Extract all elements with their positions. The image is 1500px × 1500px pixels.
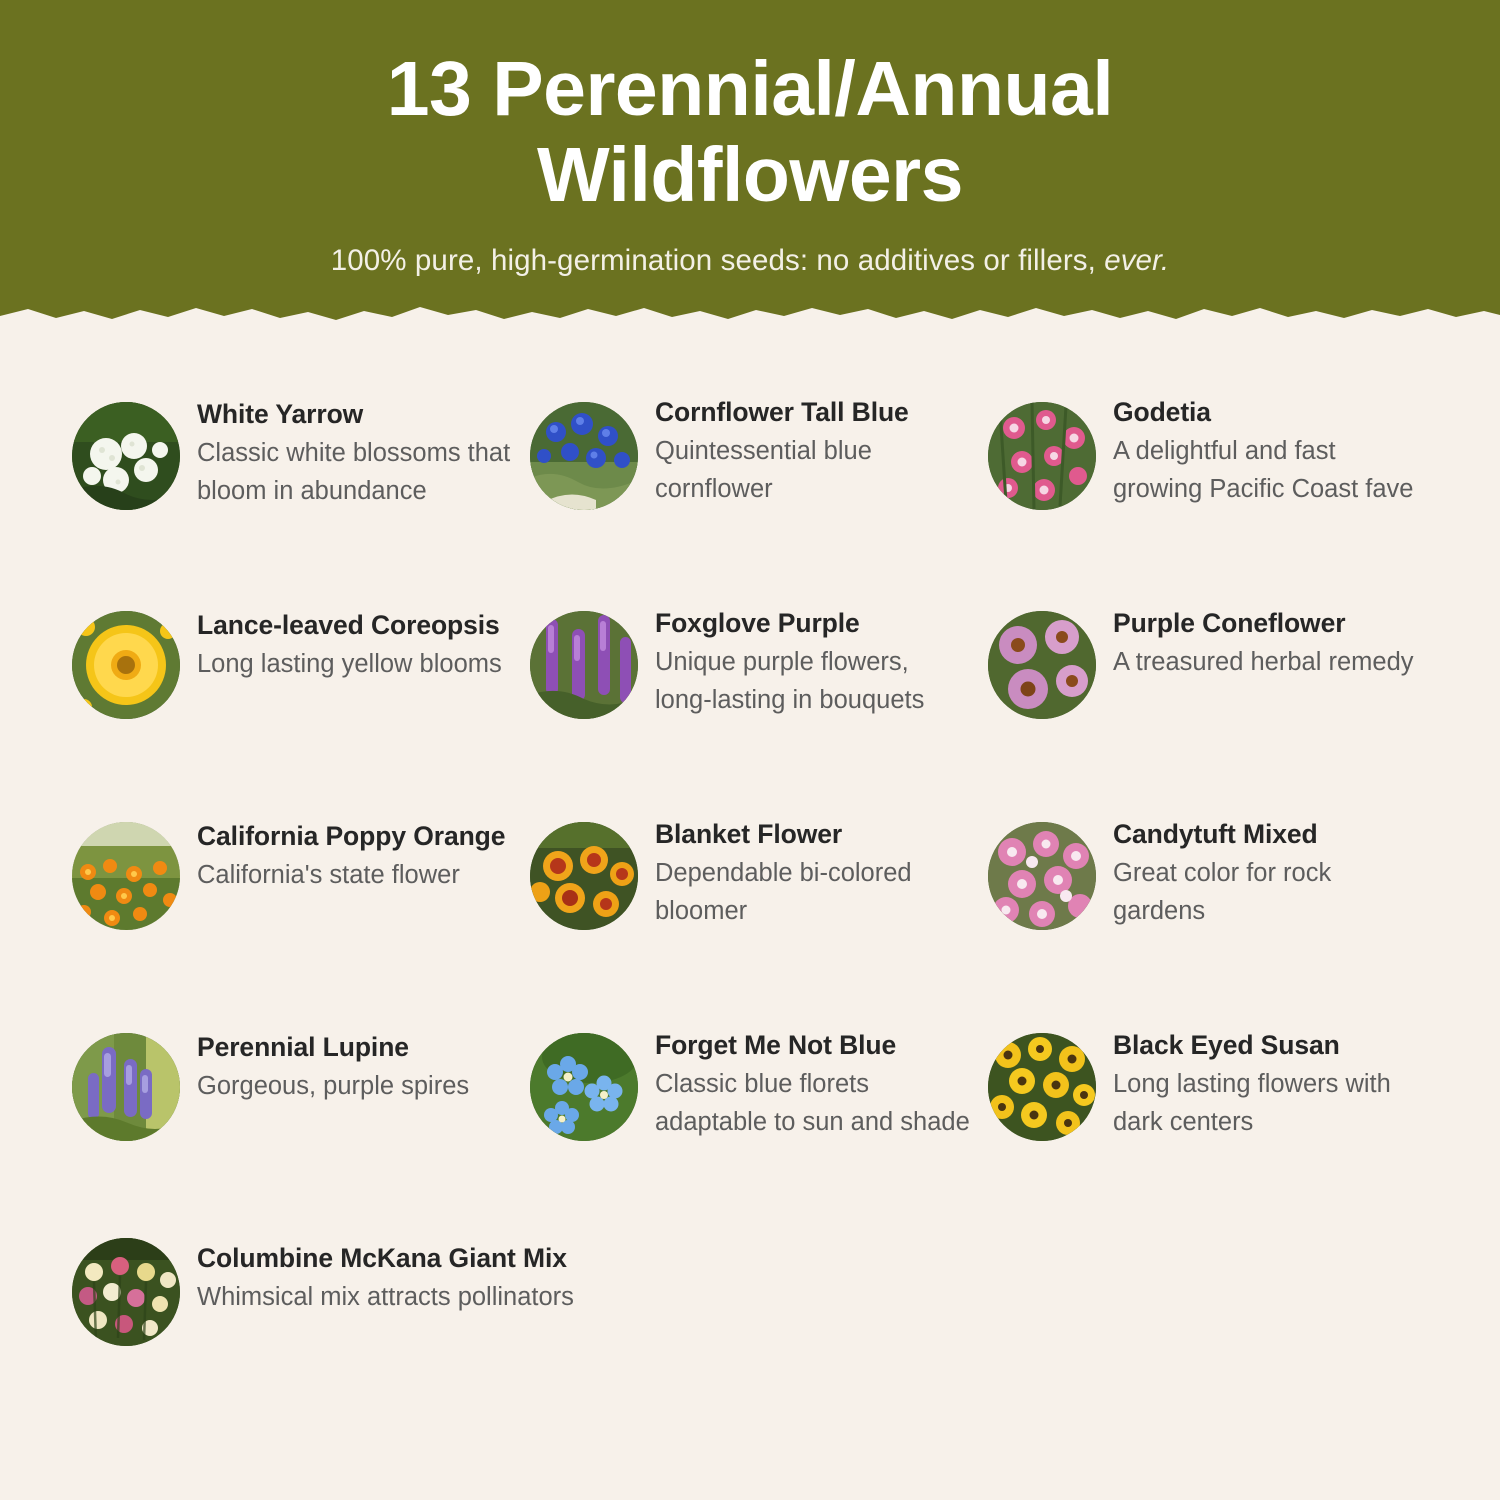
blanket-flower-photo — [530, 822, 638, 930]
list-item-name: Lance-leaved Coreopsis — [197, 610, 500, 640]
list-item-name: Cornflower Tall Blue — [655, 397, 909, 427]
list-item — [988, 589, 1428, 800]
cornflower-tall-blue-photo — [530, 402, 638, 510]
list-item-name: Candytuft Mixed — [1113, 819, 1318, 849]
flower-list-grid — [0, 378, 1500, 1433]
list-item — [988, 1011, 1428, 1222]
list-item-name: Perennial Lupine — [197, 1032, 409, 1062]
list-item-name: California Poppy Orange — [197, 821, 506, 851]
list-item — [72, 1011, 512, 1222]
list-item-name: Columbine McKana Giant Mix — [197, 1243, 567, 1273]
candytuft-mixed-photo — [988, 822, 1096, 930]
list-item — [72, 800, 512, 1011]
list-item-name: Godetia — [1113, 397, 1211, 427]
list-item-name: Black Eyed Susan — [1113, 1030, 1340, 1060]
columbine-mckana-giant-mix-photo — [72, 1238, 180, 1346]
header-banner — [0, 0, 1500, 330]
list-item-desc: Long lasting flowers with dark centers — [1113, 1069, 1391, 1136]
list-item — [72, 589, 512, 800]
black-eyed-susan-photo — [988, 1033, 1096, 1141]
torn-paper-edge-decoration — [0, 298, 1500, 330]
list-item-desc: Great color for rock gardens — [1113, 858, 1332, 925]
list-item-desc: Unique purple flowers, long-lasting in bouquets — [655, 647, 925, 714]
list-item — [530, 1011, 970, 1222]
page-subtitle-text: 100% pure, high-germination seeds: no additives or fillers, — [330, 244, 1105, 278]
list-item-name: Foxglove Purple — [655, 608, 860, 638]
california-poppy-orange-photo — [72, 822, 180, 930]
list-item-desc: Quintessential blue cornflower — [655, 436, 872, 503]
foxglove-purple-photo — [530, 611, 638, 719]
page-title: 13 Perennial/Annual Wildflowers — [386, 46, 1114, 219]
list-item-desc: Classic blue florets adaptable to sun and shade — [655, 1069, 970, 1136]
list-item-desc: California's state flower — [197, 860, 460, 889]
list-item — [72, 1222, 970, 1433]
list-item-name: Forget Me Not Blue — [655, 1030, 897, 1060]
list-item-desc: A delightful and fast growing Pacific Coast fave — [1113, 436, 1414, 503]
purple-coneflower-photo — [988, 611, 1096, 719]
list-item-name: White Yarrow — [197, 399, 364, 429]
list-item — [988, 378, 1428, 589]
list-item-desc: Whimsical mix attracts pollinators — [197, 1282, 574, 1311]
list-item — [530, 800, 970, 1011]
list-item — [72, 378, 512, 589]
perennial-lupine-photo — [72, 1033, 180, 1141]
list-item-name: Blanket Flower — [655, 819, 843, 849]
godetia-photo — [988, 402, 1096, 510]
page-subtitle-emphasis: ever. — [1104, 244, 1170, 278]
white-yarrow-photo — [72, 402, 180, 510]
list-item-desc: Gorgeous, purple spires — [197, 1071, 470, 1100]
list-item-desc: Long lasting yellow blooms — [197, 649, 502, 678]
lance-leaved-coreopsis-photo — [72, 611, 180, 719]
list-item-desc: Classic white blossoms that bloom in abundance — [197, 438, 511, 505]
list-item-desc: A treasured herbal remedy — [1113, 647, 1414, 676]
list-item-name: Purple Coneflower — [1113, 608, 1346, 638]
list-item — [988, 800, 1428, 1011]
list-item-desc: Dependable bi-colored bloomer — [655, 858, 912, 925]
list-item — [530, 589, 970, 800]
list-item — [530, 378, 970, 589]
forget-me-not-blue-photo — [530, 1033, 638, 1141]
page-subtitle — [0, 244, 1500, 278]
